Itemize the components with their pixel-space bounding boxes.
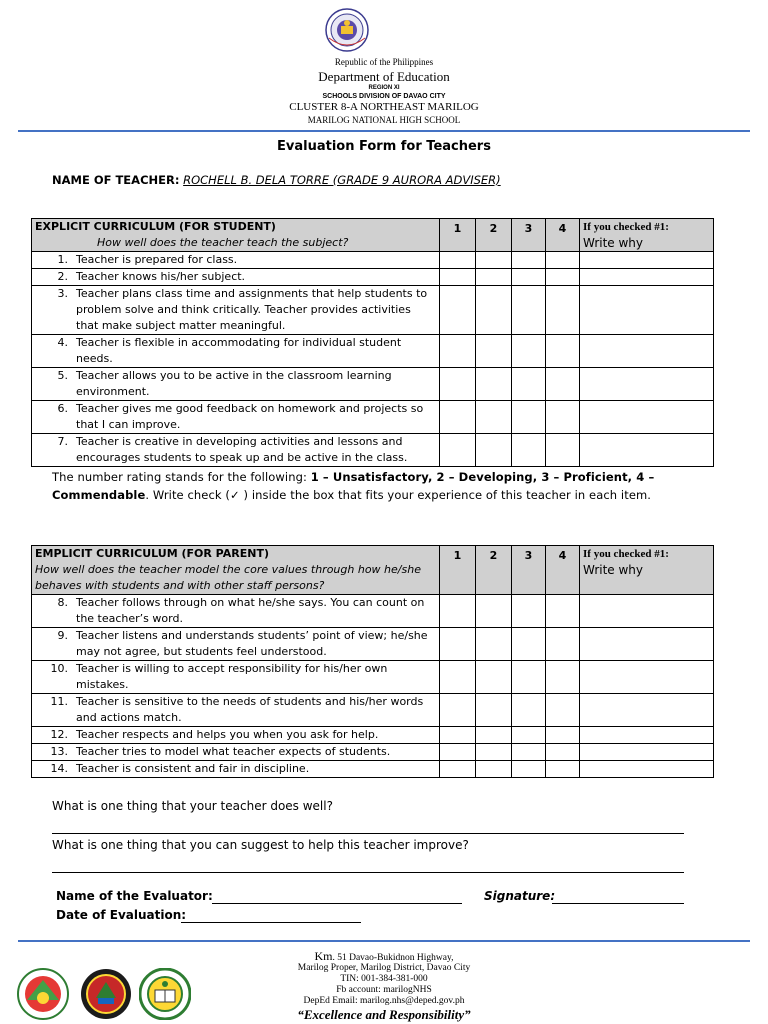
comment-cell[interactable] xyxy=(580,595,714,628)
footer-divider xyxy=(18,940,750,942)
rating-header-1: 1 xyxy=(440,546,476,595)
evaluator-label: Name of the Evaluator: xyxy=(56,889,213,903)
comment-cell[interactable] xyxy=(580,727,714,744)
table-row xyxy=(32,252,714,269)
rating-checkbox-1[interactable] xyxy=(440,761,476,778)
item-text: Teacher is consistent and fair in discipline. xyxy=(76,762,310,775)
item-number: 4. xyxy=(57,336,68,349)
rating-checkbox-2[interactable] xyxy=(476,401,512,434)
table-row xyxy=(32,401,714,434)
form-title: Evaluation Form for Teachers xyxy=(277,139,491,154)
comment-cell[interactable] xyxy=(580,368,714,401)
checked-label: If you checked #1: xyxy=(583,221,669,233)
table-row xyxy=(32,727,714,744)
comment-cell[interactable] xyxy=(580,252,714,269)
table-row xyxy=(32,286,714,335)
comment-cell[interactable] xyxy=(580,694,714,727)
rating-checkbox-2[interactable] xyxy=(476,368,512,401)
footer-address-line1 xyxy=(0,950,768,964)
table-header-row xyxy=(32,546,714,595)
item-cell xyxy=(32,269,440,286)
rating-checkbox-3[interactable] xyxy=(512,368,546,401)
item-text: Teacher respects and helps you when you ask for help. xyxy=(76,728,379,741)
rating-legend xyxy=(52,468,712,504)
item-cell xyxy=(32,744,440,761)
rating-checkbox-1[interactable] xyxy=(440,727,476,744)
comment-cell[interactable] xyxy=(580,286,714,335)
rating-checkbox-3[interactable] xyxy=(512,269,546,286)
rating-checkbox-4[interactable] xyxy=(546,368,580,401)
rating-checkbox-2[interactable] xyxy=(476,761,512,778)
item-number: 2. xyxy=(57,270,68,283)
rating-checkbox-2[interactable] xyxy=(476,727,512,744)
section-title: EMPLICIT CURRICULUM (FOR PARENT) xyxy=(35,547,269,560)
legend-instruction: . Write check (✓ ) inside the box that fits your experience of this teacher in each item. xyxy=(145,488,652,502)
rating-header-2: 2 xyxy=(476,219,512,252)
item-text: Teacher is flexible in accommodating for individual student needs. xyxy=(76,336,402,365)
section-header xyxy=(32,546,440,595)
rating-checkbox-3[interactable] xyxy=(512,694,546,727)
table-row xyxy=(32,595,714,628)
table-row xyxy=(32,661,714,694)
footer-tin: TIN: 001-384-381-000 xyxy=(340,974,428,984)
comment-cell[interactable] xyxy=(580,434,714,467)
comment-cell[interactable] xyxy=(580,401,714,434)
item-number: 14. xyxy=(50,762,68,775)
department-text: Department of Education xyxy=(318,69,450,84)
school-text: MARILOG NATIONAL HIGH SCHOOL xyxy=(307,115,461,125)
item-number: 6. xyxy=(57,402,68,415)
footer-email: DepEd Email: marilog.nhs@deped.gov.ph xyxy=(303,996,465,1006)
cluster-text: CLUSTER 8-A NORTHEAST MARILOG xyxy=(289,101,479,113)
item-cell xyxy=(32,335,440,368)
rating-checkbox-4[interactable] xyxy=(546,727,580,744)
rating-checkbox-4[interactable] xyxy=(546,434,580,467)
section-question: How well does the teacher teach the subject? xyxy=(97,236,349,249)
rating-checkbox-1[interactable] xyxy=(440,335,476,368)
section-header xyxy=(32,219,440,252)
item-cell xyxy=(32,595,440,628)
rating-checkbox-3[interactable] xyxy=(512,335,546,368)
header-divider xyxy=(18,130,750,132)
rating-checkbox-4[interactable] xyxy=(546,286,580,335)
item-cell xyxy=(32,761,440,778)
comment-cell[interactable] xyxy=(580,744,714,761)
division-text: SCHOOLS DIVISION OF DAVAO CITY xyxy=(322,93,446,100)
section-title: EXPLICIT CURRICULUM (FOR STUDENT) xyxy=(35,220,276,233)
item-cell xyxy=(32,694,440,727)
rating-checkbox-1[interactable] xyxy=(440,661,476,694)
question-improve: What is one thing that you can suggest to help this teacher improve? xyxy=(52,838,469,852)
item-number: 1. xyxy=(57,253,68,266)
footer-fb: Fb account: marilogNHS xyxy=(336,985,432,995)
rating-checkbox-3[interactable] xyxy=(512,434,546,467)
rating-checkbox-1[interactable] xyxy=(440,368,476,401)
answer-line-2[interactable] xyxy=(52,872,684,873)
rating-header-2: 2 xyxy=(476,546,512,595)
teacher-line xyxy=(52,173,501,187)
legend-scale: 1 – Unsatisfactory, 2 – Developing, 3 – Proficient, 4 – Commendable xyxy=(52,470,655,502)
rating-checkbox-4[interactable] xyxy=(546,401,580,434)
item-cell xyxy=(32,368,440,401)
rating-header-1: 1 xyxy=(440,219,476,252)
footer-km: Km xyxy=(314,949,333,963)
date-field[interactable] xyxy=(181,922,361,923)
write-why-label: Write why xyxy=(583,236,644,250)
item-number: 5. xyxy=(57,369,68,382)
rating-checkbox-1[interactable] xyxy=(440,628,476,661)
item-number: 11. xyxy=(50,695,68,708)
rating-checkbox-1[interactable] xyxy=(440,694,476,727)
rating-header-3: 3 xyxy=(512,219,546,252)
rating-checkbox-1[interactable] xyxy=(440,252,476,269)
item-text: Teacher gives me good feedback on homework and projects so that I can improve. xyxy=(76,402,424,431)
section-question: How well does the teacher model the core values through how he/she behaves with students and with other staff persons? xyxy=(35,563,421,592)
rating-header-3: 3 xyxy=(512,546,546,595)
rating-checkbox-2[interactable] xyxy=(476,661,512,694)
item-number: 7. xyxy=(57,435,68,448)
rating-checkbox-2[interactable] xyxy=(476,595,512,628)
rating-checkbox-2[interactable] xyxy=(476,286,512,335)
item-cell xyxy=(32,434,440,467)
footer-address1: . 51 Davao-Bukidnon Highway, xyxy=(332,953,454,963)
rating-checkbox-3[interactable] xyxy=(512,401,546,434)
rating-checkbox-1[interactable] xyxy=(440,595,476,628)
signature-label: Signature: xyxy=(484,889,556,903)
item-number: 13. xyxy=(50,745,68,758)
item-cell xyxy=(32,286,440,335)
comment-cell[interactable] xyxy=(580,661,714,694)
write-why-label: Write why xyxy=(583,563,644,577)
teacher-value: ROCHELL B. DELA TORRE (GRADE 9 AURORA ADVISER) xyxy=(183,173,501,187)
item-text: Teacher tries to model what teacher expects of students. xyxy=(76,745,391,758)
item-text: Teacher knows his/her subject. xyxy=(76,270,246,283)
rating-header-4: 4 xyxy=(546,219,580,252)
rating-checkbox-1[interactable] xyxy=(440,401,476,434)
item-number: 3. xyxy=(57,287,68,300)
teacher-label: NAME OF TEACHER: xyxy=(52,173,180,187)
item-text: Teacher follows through on what he/she says. You can count on the teacher’s word. xyxy=(76,596,425,625)
rating-checkbox-1[interactable] xyxy=(440,286,476,335)
table-row xyxy=(32,761,714,778)
item-text: Teacher is prepared for class. xyxy=(76,253,238,266)
rating-checkbox-2[interactable] xyxy=(476,252,512,269)
item-text: Teacher allows you to be active in the classroom learning environment. xyxy=(76,369,392,398)
item-text: Teacher is creative in developing activities and lessons and encourages students to speak up and be active in the class. xyxy=(76,435,408,464)
table-header-row xyxy=(32,219,714,252)
footer-motto: “Excellence and Responsibility” xyxy=(297,1007,471,1022)
rating-checkbox-3[interactable] xyxy=(512,661,546,694)
date-label: Date of Evaluation: xyxy=(56,908,187,922)
rating-checkbox-2[interactable] xyxy=(476,694,512,727)
republic-text: Republic of the Philippines xyxy=(334,57,434,67)
rating-checkbox-4[interactable] xyxy=(546,595,580,628)
rating-checkbox-2[interactable] xyxy=(476,269,512,286)
rating-checkbox-4[interactable] xyxy=(546,694,580,727)
rating-header-4: 4 xyxy=(546,546,580,595)
table-row xyxy=(32,628,714,661)
evaluator-field[interactable] xyxy=(212,903,462,904)
rating-checkbox-2[interactable] xyxy=(476,628,512,661)
legend-intro: The number rating stands for the following: xyxy=(52,470,311,484)
signature-field[interactable] xyxy=(552,903,684,904)
rating-checkbox-3[interactable] xyxy=(512,727,546,744)
item-text: Teacher is willing to accept responsibility for his/her own mistakes. xyxy=(76,662,388,691)
item-cell xyxy=(32,661,440,694)
rating-checkbox-3[interactable] xyxy=(512,628,546,661)
parent-evaluation-table xyxy=(31,545,714,778)
rating-checkbox-4[interactable] xyxy=(546,661,580,694)
comment-cell[interactable] xyxy=(580,269,714,286)
item-number: 8. xyxy=(57,596,68,609)
item-cell xyxy=(32,727,440,744)
rating-checkbox-3[interactable] xyxy=(512,595,546,628)
rating-checkbox-3[interactable] xyxy=(512,761,546,778)
question-does-well: What is one thing that your teacher does well? xyxy=(52,799,333,813)
rating-checkbox-4[interactable] xyxy=(546,761,580,778)
rating-checkbox-1[interactable] xyxy=(440,744,476,761)
rating-checkbox-2[interactable] xyxy=(476,744,512,761)
rating-checkbox-3[interactable] xyxy=(512,252,546,269)
rating-checkbox-3[interactable] xyxy=(512,744,546,761)
comment-cell[interactable] xyxy=(580,335,714,368)
rating-checkbox-1[interactable] xyxy=(440,269,476,286)
deped-seal-icon xyxy=(325,8,369,52)
item-number: 9. xyxy=(57,629,68,642)
table-row xyxy=(32,335,714,368)
rating-checkbox-4[interactable] xyxy=(546,744,580,761)
item-cell xyxy=(32,252,440,269)
footer-address-line2: Marilog Proper, Marilog District, Davao City xyxy=(297,963,471,973)
item-cell xyxy=(32,628,440,661)
rating-checkbox-2[interactable] xyxy=(476,335,512,368)
item-number: 12. xyxy=(50,728,68,741)
answer-line-1[interactable] xyxy=(52,833,684,834)
item-text: Teacher is sensitive to the needs of students and his/her words and actions match. xyxy=(76,695,424,724)
rating-checkbox-2[interactable] xyxy=(476,434,512,467)
rating-checkbox-4[interactable] xyxy=(546,628,580,661)
rating-checkbox-1[interactable] xyxy=(440,434,476,467)
comment-cell[interactable] xyxy=(580,761,714,778)
item-text: Teacher plans class time and assignments that help students to problem solve and think critically. Teacher provides activities that make subject matter meaningful. xyxy=(76,287,428,332)
comment-header xyxy=(580,219,714,252)
rating-checkbox-3[interactable] xyxy=(512,286,546,335)
item-cell xyxy=(32,401,440,434)
table-row xyxy=(32,368,714,401)
rating-checkbox-4[interactable] xyxy=(546,335,580,368)
item-text: Teacher listens and understands students’ point of view; he/she may not agree, but students feel understood. xyxy=(76,629,428,658)
table-row xyxy=(32,434,714,467)
comment-header xyxy=(580,546,714,595)
rating-checkbox-4[interactable] xyxy=(546,269,580,286)
table-row xyxy=(32,744,714,761)
item-number: 10. xyxy=(50,662,68,675)
table-row xyxy=(32,269,714,286)
table-row xyxy=(32,694,714,727)
checked-label: If you checked #1: xyxy=(583,548,669,560)
rating-checkbox-4[interactable] xyxy=(546,252,580,269)
comment-cell[interactable] xyxy=(580,628,714,661)
student-evaluation-table xyxy=(31,218,714,467)
region-text: REGION XI xyxy=(368,85,400,91)
